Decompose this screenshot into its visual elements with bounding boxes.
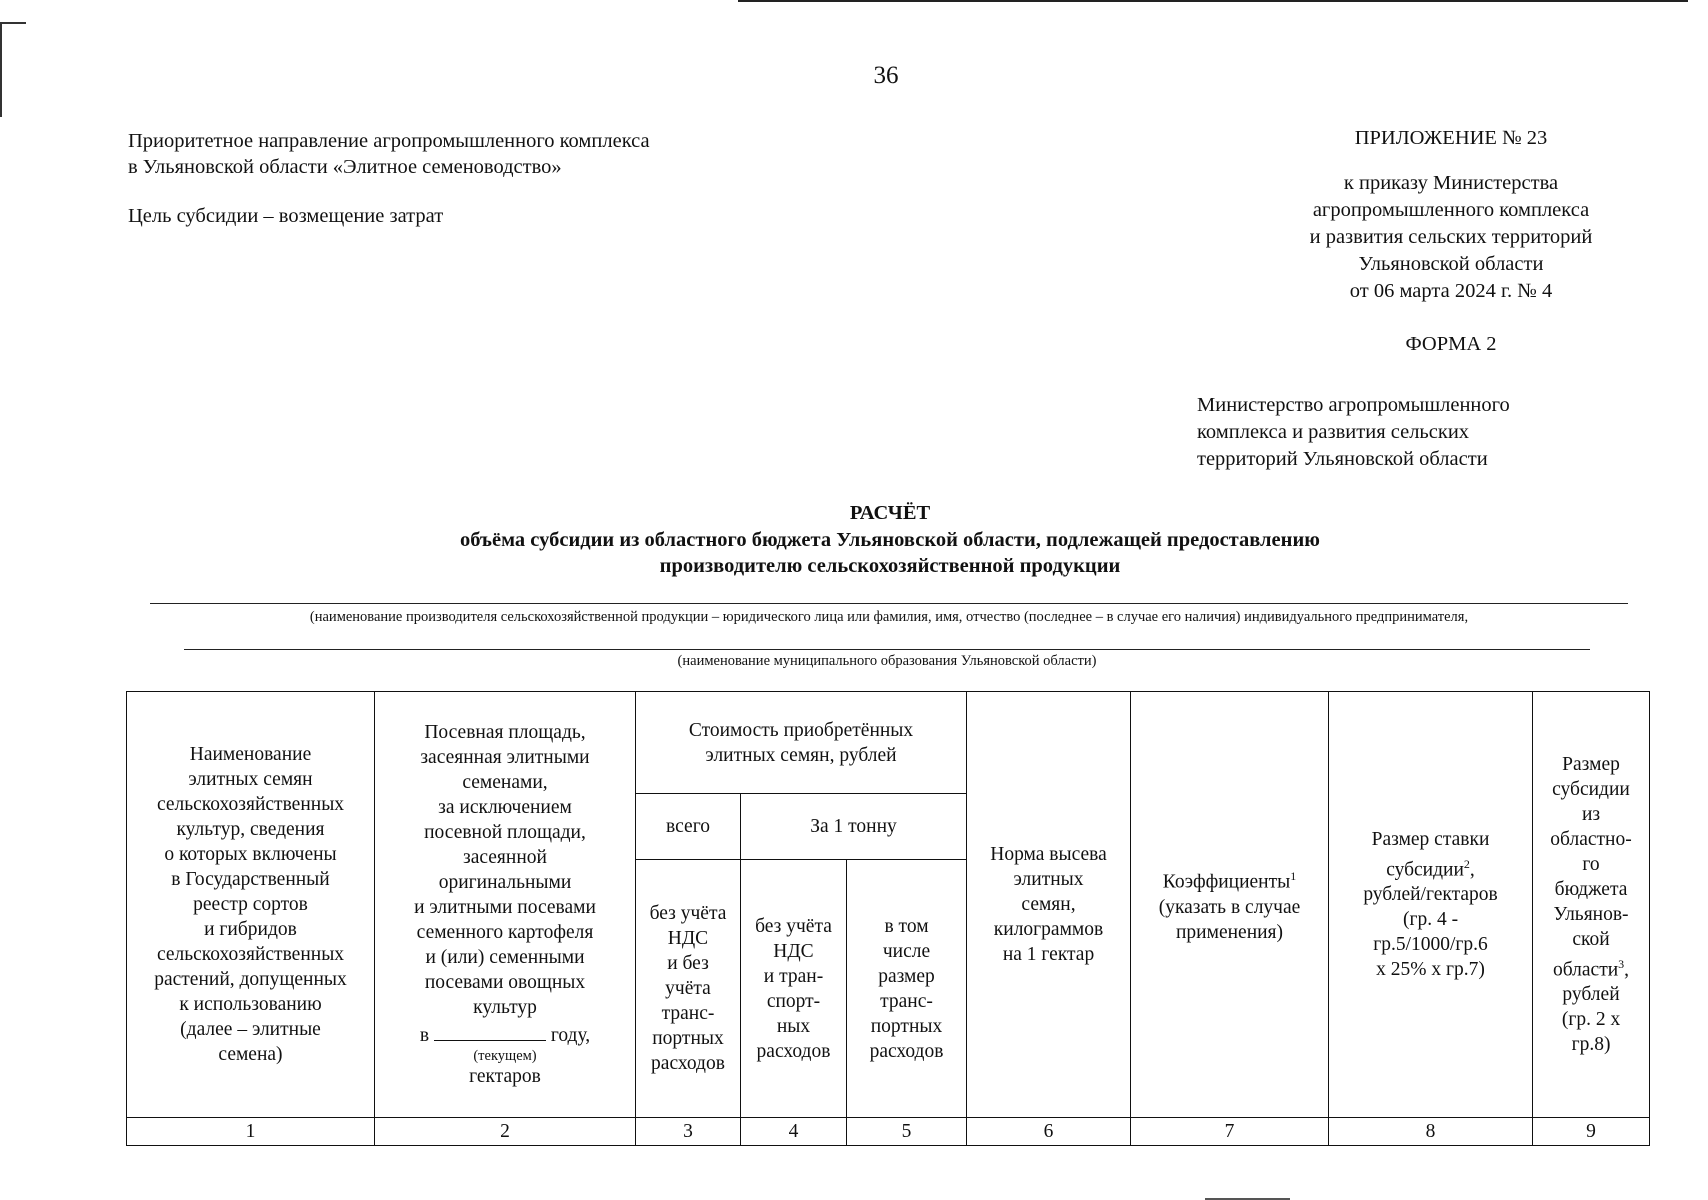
appendix-title: ПРИЛОЖЕНИЕ № 23 — [1354, 127, 1548, 149]
title-line: производителю сельскохозяйственной продукции — [659, 555, 1121, 577]
document-title — [340, 500, 1440, 580]
header-seeding-rate: Норма высева элитных семян, килограммов на 1 гектар — [967, 692, 1131, 1118]
subsidy-goal: Цель субсидии – возмещение затрат — [128, 205, 444, 227]
page-number: 36 — [873, 62, 899, 89]
column-number: 8 — [1329, 1118, 1533, 1146]
header-transport-costs: в том числе размер транс- портных расходов — [847, 860, 967, 1118]
header-without-vat-transport-per-ton: без учёта НДС и тран- спорт- ных расходов — [741, 860, 847, 1118]
header-coefficients: Коэффициенты$^1$ (указать в случае применения) — [1131, 692, 1329, 1118]
column-number: 1 — [127, 1118, 375, 1146]
header-without-vat-and-transport: без учёта НДС и без учёта транс- портных расходов — [636, 860, 741, 1118]
priority-direction-line: Приоритетное направление агропромышленного комплекса — [128, 130, 650, 152]
calculation-table — [126, 691, 1650, 1146]
priority-direction-block — [128, 128, 650, 229]
order-reference-line: Ульяновской области — [1358, 253, 1544, 275]
column-number: 7 — [1131, 1118, 1329, 1146]
order-reference — [1240, 170, 1662, 305]
order-reference-line: к приказу Министерства — [1343, 172, 1559, 194]
column-number-row — [127, 1118, 1650, 1146]
column-number: 3 — [636, 1118, 741, 1146]
order-reference-line: и развития сельских территорий — [1309, 226, 1593, 248]
appendix-block — [1240, 125, 1662, 358]
hectares-unit: гектаров — [469, 1066, 541, 1087]
header-subsidy-amount: Размер субсидии из областно- го бюджета Ульянов- ской области$^3$, рублей (гр. 2 х гр.8) — [1533, 692, 1650, 1118]
priority-direction-line: в Ульяновской области «Элитное семеноводство» — [128, 156, 562, 178]
scan-corner-mark — [0, 22, 26, 24]
header-total: всего — [636, 794, 741, 860]
title-line: объёма субсидии из областного бюджета Ульяновской области, подлежащей предоставлению — [460, 528, 1320, 551]
order-reference-line: от 06 марта 2024 г. № 4 — [1349, 280, 1553, 302]
column-number: 6 — [967, 1118, 1131, 1146]
ministry-line: территорий Ульяновской области — [1197, 448, 1488, 470]
title-main: РАСЧЁТ — [849, 502, 931, 524]
header-subsidy-rate: Размер ставки субсидии$^2$, рублей/гектаров (гр. 4 - гр.5/1000/гр.6 х 25% х гр.7) — [1329, 692, 1533, 1118]
column-number: 9 — [1533, 1118, 1650, 1146]
producer-name-line — [150, 603, 1628, 604]
year-word: году, — [550, 1025, 591, 1046]
header-per-ton: За 1 тонну — [741, 794, 967, 860]
header-seed-name: Наименование элитных семян сельскохозяйственных культур, сведения о которых включены в Государственный реестр сортов и гибридов сельскохозяйственных растений, допущенных к использованию (далее – элитные семена) — [127, 692, 375, 1118]
ministry-addressee — [1197, 392, 1510, 473]
column-number: 4 — [741, 1118, 847, 1146]
ministry-line: Министерство агропромышленного — [1197, 394, 1510, 416]
in-word: в — [419, 1025, 430, 1046]
municipality-caption: (наименование муниципального образования Ульяновской области) — [677, 653, 1097, 669]
municipality-name-line — [184, 649, 1590, 650]
scan-edge-line — [738, 0, 1688, 2]
current-caption: (текущем) — [473, 1048, 537, 1064]
ministry-line: комплекса и развития сельских — [1197, 421, 1470, 443]
header-seed-cost: Стоимость приобретённых элитных семян, рублей — [636, 692, 967, 794]
header-sown-area: Посевная площадь, засеянная элитными семенами, за исключением посевной площади, засеянной оригинальными и элитными посевами семенного картофеля и (или) семенными посевами овощных культур в году, (текущем) гектаров — [375, 692, 636, 1118]
column-number: 5 — [847, 1118, 967, 1146]
year-blank — [434, 1020, 546, 1041]
order-reference-line: агропромышленного комплекса — [1312, 199, 1590, 221]
column-number: 2 — [375, 1118, 636, 1146]
form-number: ФОРМА 2 — [1405, 333, 1497, 355]
producer-caption: (наименование производителя сельскохозяйственной продукции – юридического лица или фамилия, имя, отчество (последнее – в случае его наличия) индивидуального предпринимателя, — [309, 609, 1469, 625]
